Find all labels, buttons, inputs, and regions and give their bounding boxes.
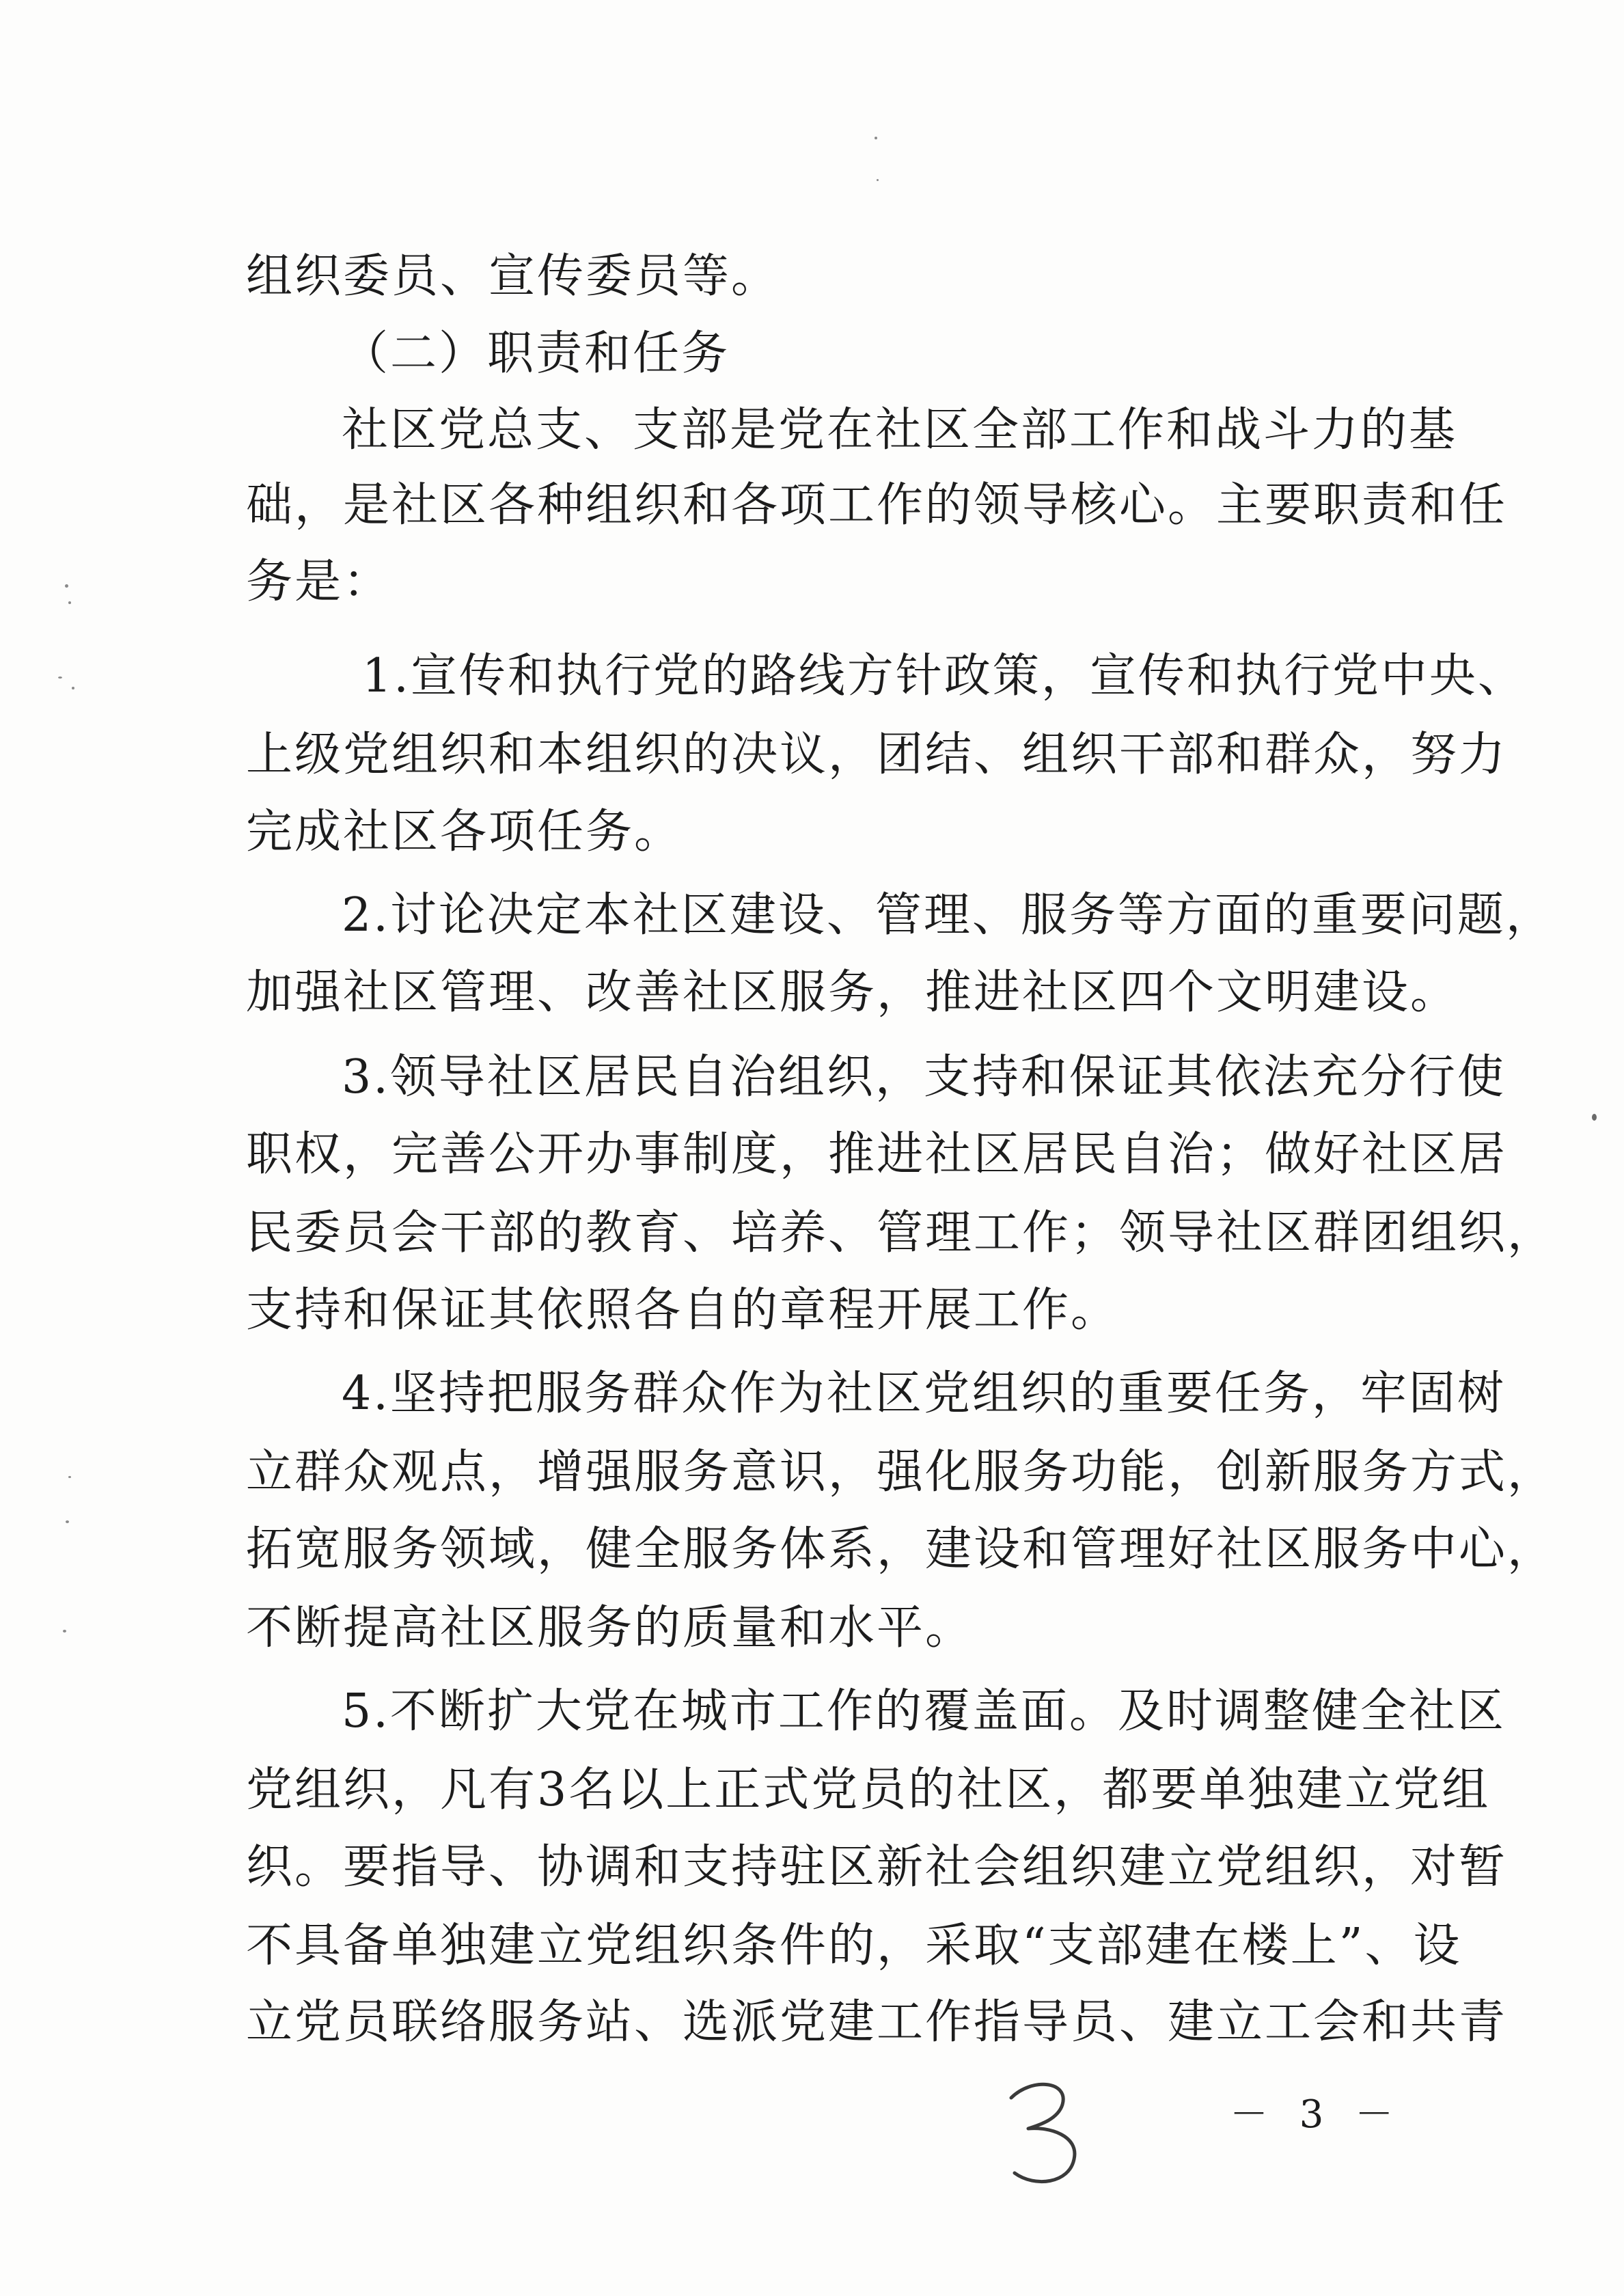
handwritten-mark [997,2070,1093,2194]
scan-speck [68,601,71,604]
text-line: 立党员联络服务站、选派党建工作指导员、建立工会和共青 [246,1995,1508,2049]
text-line: 支持和保证其依照各自的章程开展工作。 [246,1283,1120,1337]
text-line: 职权，完善公开办事制度，推进社区居民自治；做好社区居 [246,1128,1508,1181]
text-line: 党组织，凡有3名以上正式党员的社区，都要单独建立党组 [246,1763,1491,1817]
scan-speck [877,179,879,181]
text-line: 加强社区管理、改善社区服务，推进社区四个文明建设。 [246,966,1459,1020]
scan-speck [63,1630,66,1632]
text-line: 组织委员、宣传委员等。 [246,249,780,303]
text-line: 不断提高社区服务的质量和水平。 [246,1601,974,1655]
text-line: 织。要指导、协调和支持驻区新社会组织建立党组织，对暂 [246,1840,1508,1894]
scan-speck [58,676,62,679]
scan-speck [1592,1114,1597,1121]
text-line: 完成社区各项任务。 [246,805,683,859]
scan-speck [65,584,68,588]
text-line: 3.领导社区居民自治组织，支持和保证其依法充分行使 [342,1050,1506,1104]
text-line: 5.不断扩大党在城市工作的覆盖面。及时调整健全社区 [342,1684,1506,1738]
text-line: 4.坚持把服务群众作为社区党组织的重要任务，牢固树 [342,1367,1506,1421]
section-heading: （二）职责和任务 [342,327,730,381]
text-line: 社区党总支、支部是党在社区全部工作和战斗力的基 [342,403,1458,457]
text-line: 2.讨论决定本社区建设、管理、服务等方面的重要问题， [342,888,1554,942]
scan-speck [875,137,877,139]
text-line: 1.宣传和执行党的路线方针政策，宣传和执行党中央、 [362,649,1526,703]
text-line: 立群众观点，增强服务意识，强化服务功能，创新服务方式， [246,1445,1556,1499]
text-line: 拓宽服务领域，健全服务体系，建设和管理好社区服务中心， [246,1522,1556,1576]
text-line: 础，是社区各种组织和各项工作的领导核心。主要职责和任 [246,478,1508,532]
scan-speck [66,1520,69,1523]
scan-speck [72,687,74,689]
page-number: － 3 － [1230,2092,1403,2137]
text-line: 不具备单独建立党组织条件的，采取“支部建在楼上”、设 [246,1919,1462,1973]
text-line: 务是： [246,555,392,609]
scan-speck [68,1476,71,1478]
text-line: 上级党组织和本组织的决议，团结、组织干部和群众，努力 [246,728,1508,782]
text-line: 民委员会干部的教育、培养、管理工作；领导社区群团组织， [246,1206,1556,1260]
